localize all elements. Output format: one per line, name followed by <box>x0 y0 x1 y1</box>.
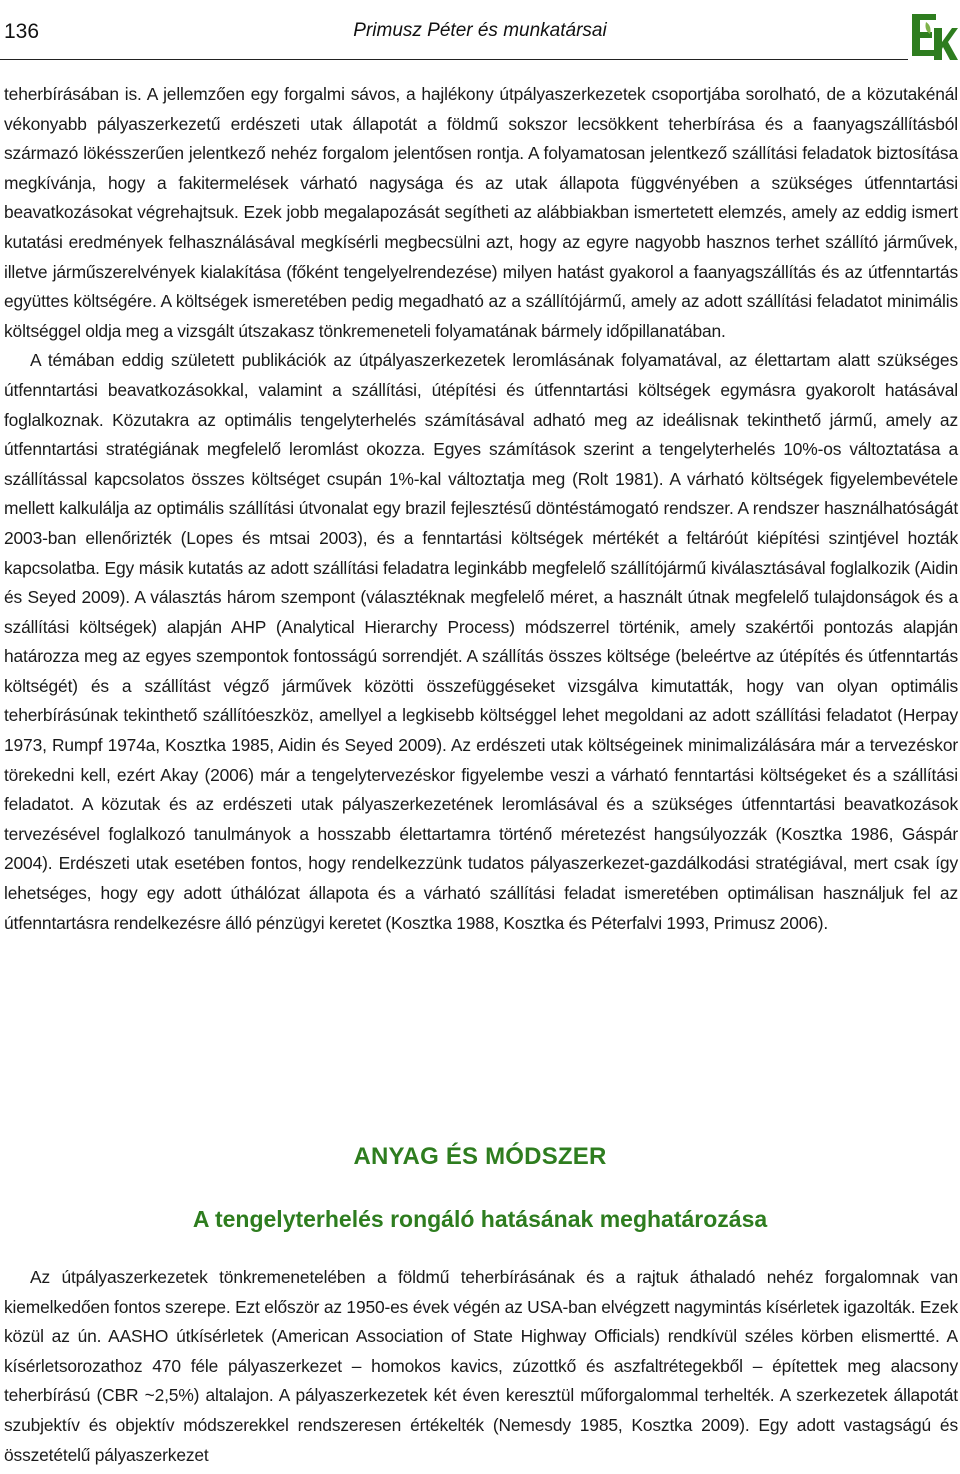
section-text <box>4 1263 958 1470</box>
page-number: 136 <box>4 20 40 43</box>
section-heading: ANYAG ÉS MÓDSZER <box>353 1143 607 1170</box>
body-paragraph-1: teherbírásában is. A jellemzően egy forgalmi sávos, a hajlékony útpályaszerkezetek csoportjába sorolható, de a közutakénál vékonyabb pályaszerkezetű erdészeti utak állapotát a földmű sokszor lecsökkent teherbírása és a faanyagszállításból származó lökésszerűen jelentkező nehéz forgalom jelentősen rontja. A folyamatosan jelentkező szállítási feladatok biztosítása megkívánja, hogy a fakitermelések várható nagysága és az utak állapota függvényében a szükséges útfenntartási beavatkozásokat végrehajtsuk. Ezek jobb megalapozását segítheti az alábbiakban ismertetett elemzés, amely az eddig ismert kutatási eredmények felhasználásával megkísérli megbecsülni azt, hogy az egyre nagyobb hasznos terhet szállító járművek, illetve járműszerelvények kialakítása (főként tengelyelrendezése) milyen hatást gyakorol a faanyagszállítás és az útfenntartás együttes költségére. A költségek ismeretében pedig megadható az a szállítójármű, amely az adott szállítási feladatot minimális költséggel oldja meg a vizsgált útszakasz tönkremeneteli folyamatának bármely időpillanatában. <box>4 84 958 341</box>
header-rule <box>0 59 910 60</box>
running-head: Primusz Péter és munkatársai <box>353 20 607 41</box>
subsection-heading: A tengelyterhelés rongáló hatásának meghatározása <box>192 1206 768 1232</box>
section-paragraph-1: Az útpályaszerkezetek tönkremenetelében a földmű teherbírásának és a rajtuk áthaladó nehéz forgalomnak van kiemelkedően fontos szerepe. Ezt először az 1950-es évek végén az USA-ban elvégzett nagymintás kísérletek igazolták. Ezek közül az ún. AASHO útkísérletek (American Association of State Highway Officials) rendkívül széles körben elismertté. A kísérletsorozathoz 470 féle pályaszerkezet – homokos kavics, zúzottkő és aszfaltrétegekből – építettek meg alacsony teherbírású (CBR ~2,5%) altalajon. A pályaszerkezetek két éven keresztül műforgalommal terhelték. A szerkezetek állapotát szubjektív és objektív módszerekkel rendszeresen értékelték (Nemesdy 1985, Kosztka 2009). Egy adott vastagságú és összetételű pályaszerkezet <box>4 1267 958 1465</box>
body-paragraph-2: A témában eddig született publikációk az útpályaszerkezetek leromlásának folyamatával, az élettartam alatt szükséges útfenntartási beavatkozásokkal, valamint a szállítási, útépítési és útfenntartási költségek egymásra gyakorolt hatásával foglalkoznak. Közutakra az optimális tengelyterhelés számításával adható meg az ideálisnak tekinthető jármű, amely az útfenntartási stratégiának megfelelő leromlást okozza. Egyes számítások szerint a tengelyterhelés 10%-os változtatása a szállítással kapcsolatos összes költséget csupán 1%-kal változtatja meg (Rolt 1981). A várható költségek figyelembevétele mellett kalkulálja az optimális szállítási útvonalat egy brazil fejlesztésű döntéstámogató rendszer. A rendszer használhatóságát 2003-ban ellenőrizték (Lopes és mtsai 2003), és a fenntartási költségek mértékét a feltáróút kiépítési szintjével hozták kapcsolatba. Egy másik kutatás az adott szállítási feladatra leginkább megfelelő szállítójármű kiválasztásával foglalkozik (Aidin és Seyed 2009). A választás három szempont (választéknak megfelelő méret, a használt útnak megfelelő tulajdonságok és a szállítási költségek) alapján AHP (Analytical Hierarchy Process) módszerrel történik, amely szakértői pontozás alapján határozza meg az egyes szempontok fontosságú sorrendjét. A szállítás összes költsége (beleértve az útépítés és útfenntartás költségét) és a szállítást végző járművek közötti összefüggéseket vizsgálva kimutatták, hogy van olyan optimális teherbírásúnak tekinthető szállítóeszköz, amellyel a legkisebb költséggel lehet megoldani az adott szállítási feladatot (Herpay 1973, Rumpf 1974a, Kosztka 1985, Aidin és Seyed 2009). Az erdészeti utak költségeinek minimalizálására már a tervezéskor törekedni kell, ezért Akay (2006) már a tengelytervezéskor figyelembe veszi a várható fenntartási költségeket és a szállítási feladatot. A közutak és az erdészeti utak pályaszerkezetének leromlásával és a szükséges útfenntartási beavatkozások tervezésével foglalkozó tanulmányok a hosszabb élettartamra történő méretezést hangsúlyozzák (Kosztka 1986, Gáspár 2004). Erdészeti utak esetében fontos, hogy rendelkezzünk tudatos pályaszerkezet-gazdálkodási stratégiával, mert csak így lehetséges, hogy egy adott úthálózat állapota és a várható szállítási feladat ismeretében optimálisan használjuk fel az útfenntartásra rendelkezésre álló pénzügyi keretet (Kosztka 1988, Kosztka és Péterfalvi 1993, Primusz 2006). <box>4 350 958 933</box>
page-header <box>0 0 960 70</box>
journal-logo-icon <box>908 10 958 62</box>
body-text <box>4 80 958 938</box>
